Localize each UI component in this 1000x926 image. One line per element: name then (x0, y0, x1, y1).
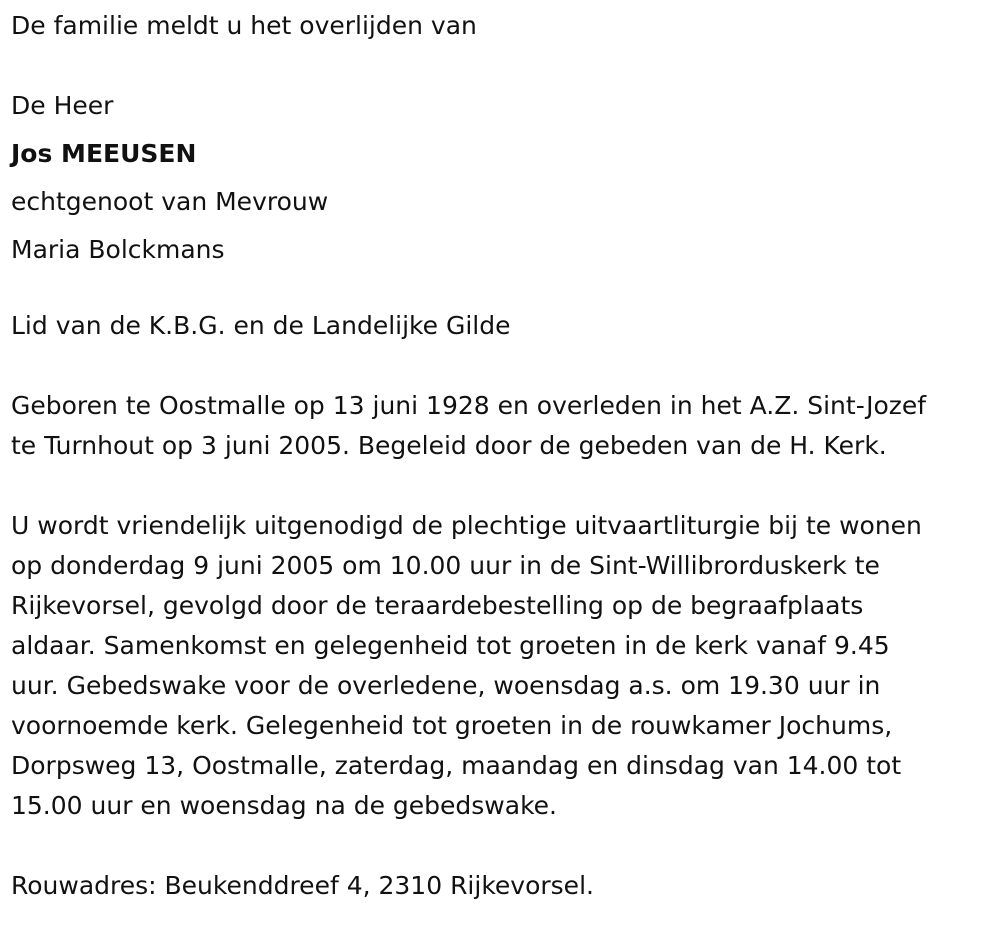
funeral-line: voornoemde kerk. Gelegenheid tot groeten in de rouwkamer Jochums, (11, 711, 893, 740)
funeral-line: uur. Gebedswake voor de overledene, woensdag a.s. om 19.30 uur in (11, 671, 881, 700)
funeral-line: op donderdag 9 juni 2005 om 10.00 uur in de Sint-Willibrorduskerk te (11, 551, 880, 580)
funeral-line: U wordt vriendelijk uitgenodigd de plechtige uitvaartliturgie bij te wonen (11, 511, 922, 540)
deceased-name: Jos MEEUSEN (11, 139, 197, 168)
mourning-address: Rouwadres: Beukenddreef 4, 2310 Rijkevorsel. (11, 871, 594, 900)
funeral-line: Rijkevorsel, gevolgd door de teraardebestelling op de begraafplaats (11, 591, 864, 620)
deceased-title: De Heer (11, 91, 114, 120)
funeral-paragraph (11, 506, 1000, 826)
funeral-line: 15.00 uur en woensdag na de gebedswake. (11, 791, 557, 820)
birth-death-line: Geboren te Oostmalle op 13 juni 1928 en overleden in het A.Z. Sint-Jozef (11, 391, 927, 420)
spouse-name: Maria Bolckmans (11, 235, 225, 264)
membership-paragraph (11, 306, 1000, 346)
funeral-line: Dorpsweg 13, Oostmalle, zaterdag, maandag en dinsdag van 14.00 tot (11, 751, 902, 780)
deceased-block (11, 82, 1000, 274)
birth-death-paragraph (11, 386, 1000, 466)
membership-text: Lid van de K.B.G. en de Landelijke Gilde (11, 311, 511, 340)
spouse-label: echtgenoot van Mevrouw (11, 187, 329, 216)
funeral-line: aldaar. Samenkomst en gelegenheid tot groeten in de kerk vanaf 9.45 (11, 631, 890, 660)
birth-death-line: te Turnhout op 3 juni 2005. Begeleid door de gebeden van de H. Kerk. (11, 431, 887, 460)
intro-text: De familie meldt u het overlijden van (11, 11, 477, 40)
